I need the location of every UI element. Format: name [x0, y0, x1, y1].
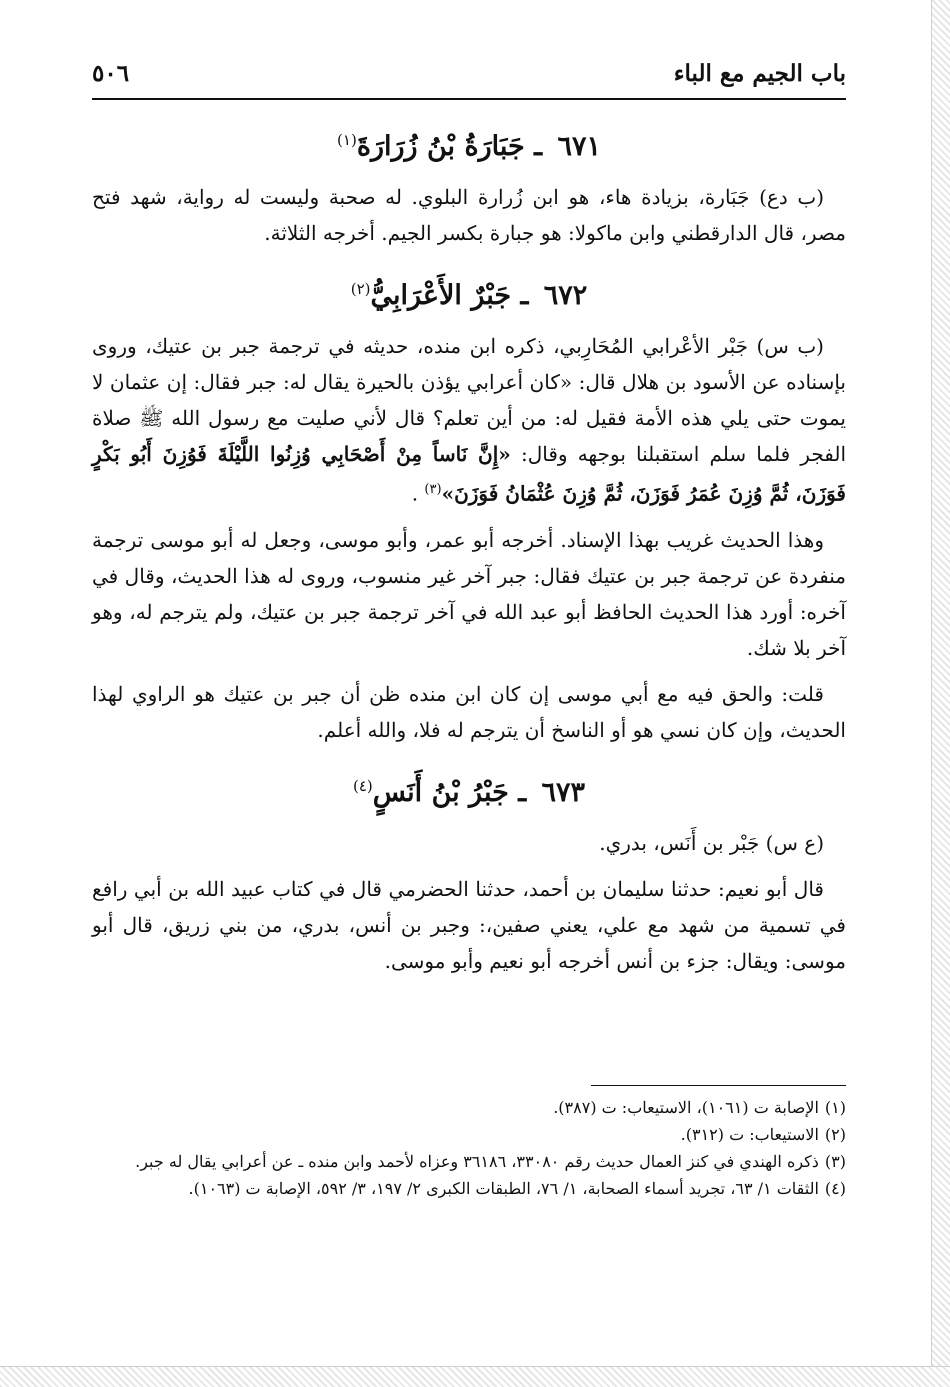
running-head — [92, 60, 846, 100]
footnote-text: الثقات ١/ ٦٣، تجريد أسماء الصحابة، ١/ ٧٦، الطبقات الكبرى ٢/ ١٩٧، ٣/ ٥٩٢، الإصابة ت (١٠٦٣). — [188, 1179, 819, 1198]
paragraph-text: (ب س) جَبْر الأعْرابي المُحَارِبي، ذكره ابن منده، حديثه في ترجمة جبر بن عتيك، وروى بإسناده عن الأسود بن هلال قال: «كان أعرابي يؤذن بالحيرة يقال له: جبر فقال: إن عثمان لا يموت حتى يلي هذه الأمة فقيل له: من أين تعلم؟ قال لأني صليت مع رسول الله ﷺ صلاة الفجر فلما سلم استقبلنا بوجهه وقال: — [92, 334, 847, 466]
paragraph-end: . — [411, 481, 425, 506]
entry-paragraph: وهذا الحديث غريب بهذا الإسناد. أخرجه أبو عمر، وأبو موسى، وجعل له أبو موسى ترجمة منفردة عن ترجمة جبر بن عتيك فقال: جبر آخر غير منسوب، وروى له هذا الحديث، وقال في آخره: أورد هذا الحديث الحافظ أبو عبد الله في آخر ترجمة جبر بن عتيك، ولم يترجم له، وهو آخر بلا شك. — [92, 527, 846, 660]
footnote-marker: (٣) — [824, 1152, 846, 1171]
footnote-text: الاستيعاب: ت (٣١٢). — [680, 1125, 819, 1144]
entry-paragraph: قلت: والحق فيه مع أبي موسى إن كان ابن منده ظن أن جبر بن عتيك هو الراوي لهذا الحديث، وإن كان نسي هو أو الناسخ أن يترجم له فلا، والله أعلم. — [92, 681, 846, 742]
footnote-marker: (٢) — [824, 1125, 846, 1144]
page-body — [92, 60, 846, 989]
entry-paragraph: قال أبو نعيم: حدثنا سليمان بن أحمد، حدثنا الحضرمي قال في كتاب عبيد الله بن أبي رافع في تسمية من شهد مع علي، يعني صفين،: وجبر بن أنس، بدري، من بني زريق، قال أبو موسى: ويقال: جزء بن أنس أخرجه أبو نعيم وأبو موسى. — [92, 876, 846, 973]
entry-paragraph — [92, 328, 846, 512]
entry-number: ٦٧٢ — [543, 280, 588, 311]
hadith-quote: «إِنَّ نَاساً مِنْ أَصْحَابِي وُزِنُوا اللَّيْلَةَ فَوُزِنَ أَبُو بَكْرٍ فَوَزَنَ، ثُمَّ وُزِنَ عُمَرُ فَوَزَنَ، ثُمَّ وُزِنَ عُثْمَانُ فَوَزَنَ» — [92, 442, 846, 506]
entry-number: ٦٧١ — [557, 131, 601, 162]
entry-paragraph: (ب دع) جَبَارة، بزيادة هاء، هو ابن زُرارة البلوي. له صحبة وليست له رواية، شهد فتح مصر، قال الدارقطني وابن ماكولا: هو جبارة بكسر الجيم. أخرجه الثلاثة. — [92, 185, 846, 245]
entry-name: جَبَارَةُ بْنُ زُرَارَةَ — [356, 131, 525, 162]
footnote-text: الإصابة ت (١٠٦١)، الاستيعاب: ت (٣٨٧). — [553, 1098, 819, 1117]
entry-heading-671: ٦٧١ ـ جَبَارَةُ بْنُ زُرَارَةَ$^{(١)}$ — [337, 131, 601, 162]
footnote — [92, 1094, 846, 1121]
entry-paragraph: (ع س) جَبْر بن أَنَس، بدري. — [599, 830, 824, 855]
entry-number: ٦٧٣ — [541, 776, 586, 808]
footnote — [92, 1148, 846, 1175]
footnote — [92, 1175, 846, 1202]
entry-name: جَبْرٌ الأَعْرَابِيُّ — [370, 280, 512, 311]
decorative-border-bottom — [0, 1366, 950, 1387]
footnote-ref: (٢) — [350, 280, 371, 298]
page-number: ٥٠٦ — [92, 60, 130, 87]
footnote-marker: (٤) — [824, 1179, 846, 1198]
footnote-ref: (١) — [337, 131, 357, 149]
entry-heading-673: ٦٧٣ ـ جَبْرُ بْنُ أَنَسٍ$^{(٤)}$ — [352, 776, 586, 808]
chapter-title: باب الجيم مع الباء — [673, 60, 846, 87]
footnote-ref: (٤) — [352, 776, 373, 795]
footnote-text: ذكره الهندي في كنز العمال حديث رقم ٣٣٠٨٠، ٣٦١٨٦ وعزاه لأحمد وابن منده ـ عن أعرابي يقال له جبر. — [135, 1152, 819, 1171]
footnotes — [92, 1085, 846, 1202]
decorative-border-right — [931, 0, 950, 1387]
footnote-marker: (١) — [824, 1098, 846, 1117]
footnote-rule — [591, 1085, 846, 1086]
entry-heading-672: ٦٧٢ ـ جَبْرٌ الأَعْرَابِيُّ$^{(٢)}$ — [350, 280, 588, 311]
entry-name: جَبْرُ بْنُ أَنَسٍ — [372, 776, 509, 808]
footnote-ref: (٣) — [424, 482, 442, 497]
footnote — [92, 1121, 846, 1148]
